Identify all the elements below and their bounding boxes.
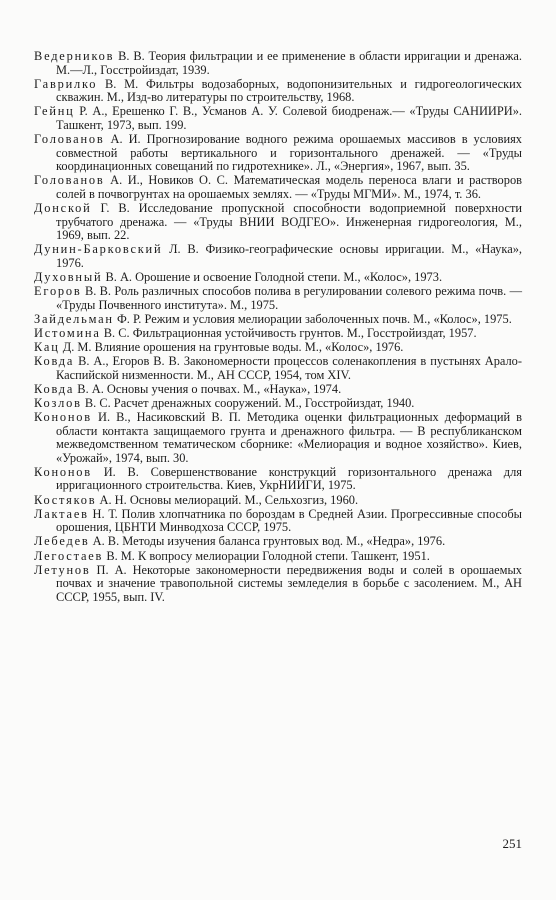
reference-text: В. С. Расчет дренажных сооружений. М., Госстройиздат, 1940. — [81, 395, 415, 410]
reference-text: В. М. Фильтры водозаборных, водопонизительных и гидрогеологических скважин. М., Изд-во литературы по строительству, 1968. — [56, 76, 522, 105]
reference-entry — [34, 355, 522, 382]
reference-author: Легостаев — [34, 548, 104, 563]
reference-entry — [34, 285, 522, 312]
reference-author: Донской — [34, 200, 92, 215]
reference-entry — [34, 383, 522, 397]
reference-author: Кононов — [34, 410, 92, 425]
reference-author: Ковда — [34, 381, 75, 396]
reference-text: Ф. Р. Режим и условия мелиорации заболоченных почв. М., «Колос», 1975. — [113, 311, 512, 326]
reference-author: Гейнц — [34, 104, 75, 119]
reference-entry — [34, 508, 522, 535]
reference-author: Лактаев — [34, 506, 89, 521]
reference-author: Ведерников — [34, 49, 115, 63]
reference-entry — [34, 313, 522, 327]
reference-text: В. М. К вопросу мелиорации Голодной степи. Ташкент, 1951. — [103, 548, 430, 563]
reference-entry — [34, 341, 522, 355]
reference-text: А. И. Прогнозирование водного режима орошаемых массивов в условиях совместной работы вертикального и горизонтального дренажей. — «Труды координационных совещаний по гидротехнике». Л., «Энергия», 1967, вып. 35. — [56, 132, 522, 174]
reference-entry — [34, 50, 522, 77]
reference-author: Духовный — [34, 269, 103, 284]
reference-author: Голованов — [34, 132, 105, 147]
reference-author: Костяков — [34, 492, 97, 507]
reference-text: В. С. Фильтрационная устойчивость грунтов. М., Госстройиздат, 1957. — [100, 325, 477, 340]
reference-text: В. А. Орошение и освоение Голодной степи. М., «Колос», 1973. — [102, 269, 443, 284]
reference-list — [34, 50, 522, 605]
reference-text: А. И., Новиков О. С. Математическая модель переноса влаги и растворов солей в почвогрунтах на орошаемых землях. — «Труды МГМИ». М., 1974, т. 36. — [56, 173, 522, 201]
reference-author: Лебедев — [34, 534, 90, 549]
reference-entry — [34, 564, 522, 605]
reference-author: Егоров — [34, 284, 82, 299]
reference-text: В. А., Егоров В. В. Закономерности процессов соленакопления в пустынях Арало-Каспийской низменности. М., АН СССР, 1954, том XIV. — [56, 354, 522, 382]
reference-entry — [34, 466, 522, 493]
reference-text: А. В. Методы изучения баланса грунтовых вод. М., «Недра», 1976. — [89, 534, 446, 549]
reference-author: Кононов — [34, 464, 92, 479]
reference-text: И. В., Насиковский В. П. Методика оценки фильтрационных деформаций в области контакта защищаемого грунта и дренажного фильтра. — В республиканском межведомственном тематическом сборнике: «Мелиорация и водное хозяйство». Киев, «Урожай», 1974, вып. 30. — [56, 410, 522, 465]
reference-text: А. Н. Основы мелиораций. М., Сельхозгиз, 1960. — [96, 492, 359, 507]
reference-text: П. А. Некоторые закономерности передвижения воды и солей в орошаемых почвах и значение травопольной системы земледелия в борьбе с засолением. М., АН СССР, 1955, вып. IV. — [56, 562, 522, 604]
reference-text: И. В. Совершенствование конструкций горизонтального дренажа для ирригационного строительства. Киев, УкрНИИГИ, 1975. — [56, 464, 522, 493]
page-number: 251 — [502, 836, 522, 851]
reference-text: Г. В. Исследование пропускной способности водоприемной поверхности трубчатого дренажа. — «Труды ВНИИ ВОДГЕО». Инженерная гидрогеология, М., 1969, вып. 22. — [56, 200, 522, 243]
reference-author: Летунов — [34, 562, 91, 577]
reference-text: В. А. Основы учения о почвах. М., «Наука», 1974. — [74, 381, 342, 396]
reference-entry — [34, 133, 522, 174]
reference-author: Козлов — [34, 395, 82, 410]
reference-entry — [34, 78, 522, 105]
reference-entry — [34, 494, 522, 508]
reference-entry — [34, 535, 522, 549]
reference-text: Н. Т. Полив хлопчатника по бороздам в Средней Азии. Прогрессивные способы орошения, ЦБНТИ Минводхоза СССР, 1975. — [56, 506, 522, 535]
reference-entry — [34, 397, 522, 411]
reference-author: Дунин-Барковский — [34, 242, 163, 257]
reference-text: Д. М. Влияние орошения на грунтовые воды. М., «Колос», 1976. — [59, 340, 404, 355]
reference-text: Л. В. Физико-географические основы ирригации. М., «Наука», 1976. — [56, 242, 522, 270]
reference-text: В. В. Теория фильтрации и ее применение в области ирригации и дренажа. М.—Л., Госстройиздат, 1939. — [56, 49, 522, 77]
reference-entry — [34, 243, 522, 270]
reference-entry — [34, 174, 522, 201]
reference-author: Истомина — [34, 325, 101, 340]
reference-entry — [34, 550, 522, 564]
reference-author: Голованов — [34, 173, 105, 188]
reference-author: Зайдельман — [34, 311, 114, 326]
reference-text: Р. А., Ерешенко Г. В., Усманов А. У. Солевой биодренаж.— «Труды САНИИРИ». Ташкент, 1973, вып. 199. — [56, 104, 522, 132]
reference-author: Гаврилко — [34, 76, 98, 91]
reference-author: Ковда — [34, 354, 75, 369]
reference-text: В. В. Роль различных способов полива в регулировании солевого режима почв. — «Труды Почвенного института». М., 1975. — [56, 284, 522, 312]
reference-entry — [34, 105, 522, 132]
reference-entry — [34, 202, 522, 243]
reference-entry — [34, 327, 522, 341]
reference-entry — [34, 271, 522, 285]
reference-entry — [34, 411, 522, 465]
reference-author: Кац — [34, 340, 60, 355]
